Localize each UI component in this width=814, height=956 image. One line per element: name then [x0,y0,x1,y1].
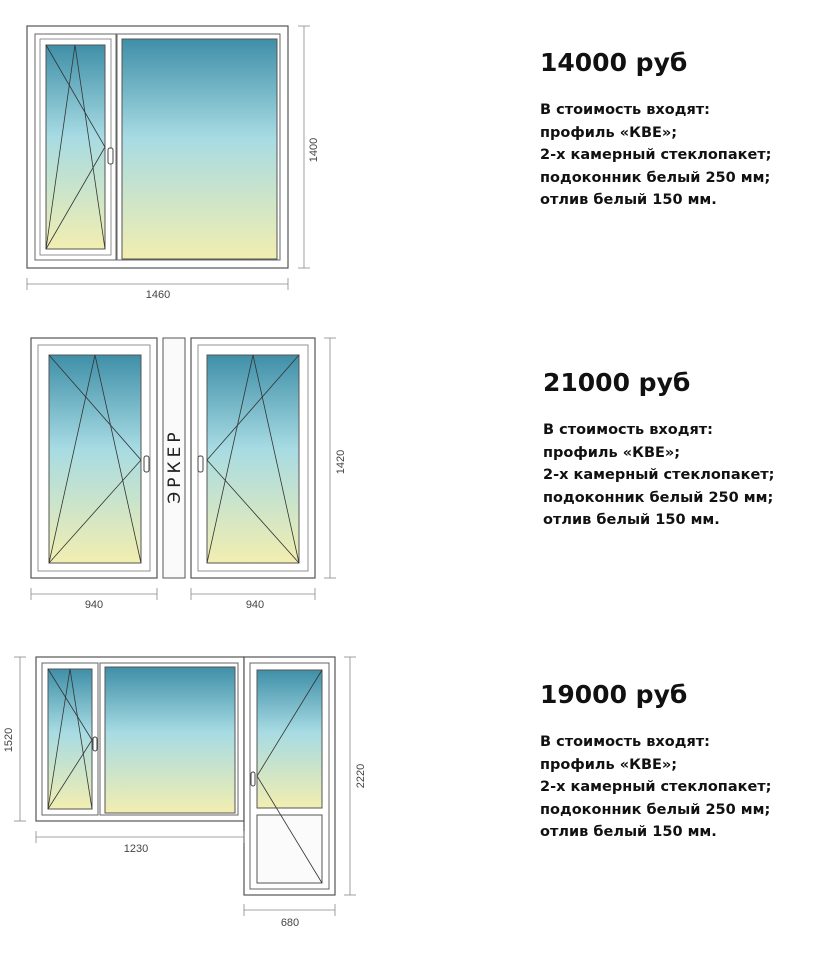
offer-2-price: 21000 руб [543,368,691,397]
offer-2-item: профиль «КВЕ»; [543,444,681,461]
offer-2-includes [543,419,774,532]
offer-2 [543,368,774,532]
window-2-sash-right [191,338,315,578]
window-1-sash-left [35,34,116,260]
offer-1-item: отлив белый 150 мм. [540,192,717,208]
offer-1-item: профиль «КВЕ»; [540,124,678,141]
handle-icon [198,456,203,472]
offer-1-includes [540,99,771,212]
offer-3 [540,680,771,844]
window-3-width-label: 1230 [123,843,149,855]
offer-3-item: 2-х камерный стеклопакет; [540,779,772,795]
window-1-height-label: 1400 [308,137,320,163]
offer-3-item: профиль «КВЕ»; [540,756,678,773]
offer-1-item: подоконник белый 250 мм; [540,169,771,186]
offer-3-price: 19000 руб [540,680,688,709]
window-2-sash-left [31,338,157,578]
window-3-sash-left [42,663,98,815]
window-1 [27,26,320,301]
window-3-door [244,657,335,895]
window-1-width-label: 1460 [145,289,171,301]
handle-icon [144,456,149,472]
handle-icon [93,737,97,751]
window-2 [31,338,347,611]
offer-2-item: отлив белый 150 мм. [543,512,720,528]
offer-3-includes [540,731,771,844]
offer-2-item: подоконник белый 250 мм; [543,489,774,506]
offer-1-price: 14000 руб [540,48,688,77]
handle-icon [251,772,255,786]
door-width-label: 680 [280,917,300,929]
window-3-height-label: 1520 [3,727,15,753]
offer-1-item: 2-х камерный стеклопакет; [540,147,772,163]
offer-3-item: подоконник белый 250 мм; [540,801,771,818]
offer-1-includes-title: В стоимость входят: [540,102,710,118]
offer-3-includes-title: В стоимость входят: [540,734,710,750]
bay-label: ЭРКЕР [165,428,185,504]
offer-1 [540,48,771,212]
bay-pillar [163,338,185,578]
window-2-width-left-label: 940 [84,599,104,611]
door-height-label: 2220 [355,763,367,789]
offer-2-item: 2-х камерный стеклопакет; [543,467,775,483]
window-2-width-right-label: 940 [245,599,265,611]
offer-2-includes-title: В стоимость входят: [543,422,713,438]
window-3 [3,657,367,929]
window-2-height-label: 1420 [335,449,347,475]
handle-icon [108,148,113,164]
window-1-pane-right [117,34,280,260]
window-3-pane-middle [100,663,238,815]
offer-3-item: отлив белый 150 мм. [540,824,717,840]
